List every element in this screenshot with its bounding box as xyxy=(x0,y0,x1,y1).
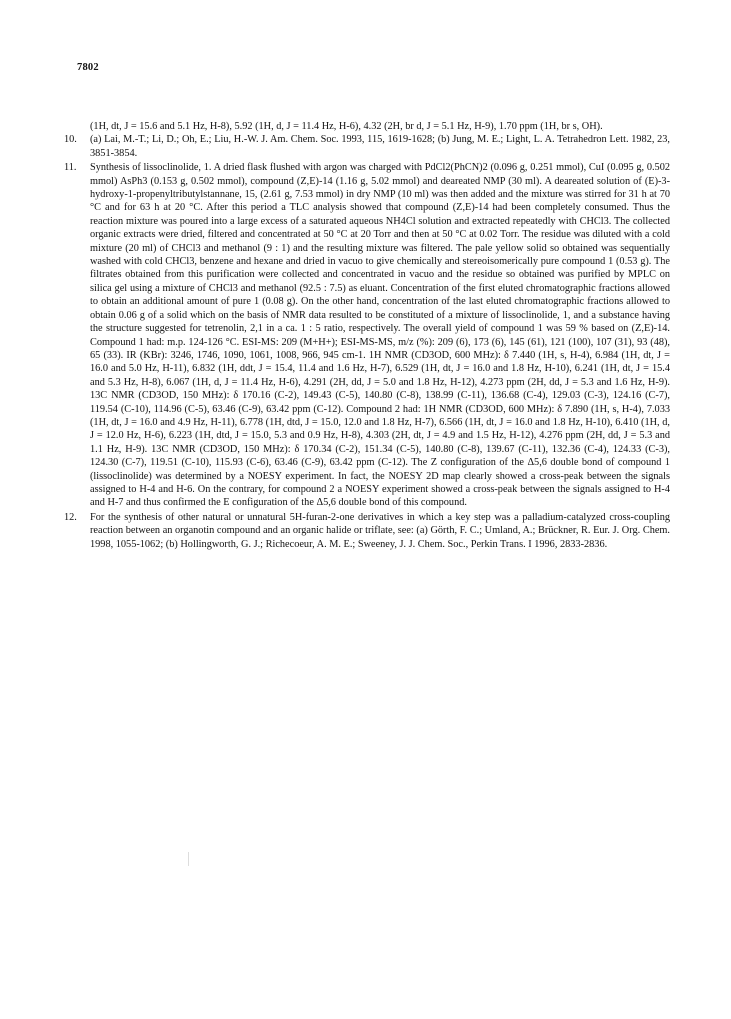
reference-number: 10. xyxy=(64,134,77,146)
reference-number: 11. xyxy=(64,162,77,174)
reference-number: 12. xyxy=(64,511,77,523)
reference-text: Synthesis of lissoclinolide, 1. A dried flask flushed with argon was charged with PdCl2(PhCN)2 (0.096 g, 0.251 mmol), CuI (0.095 g, 0.502 mmol) AsPh3 (0.153 g, 0.502 mmol), compound (Z,E)-14 (1.16 g, 5.02 mmol) and deareated NMP (30 ml). A deareated solution of (E)-3-hydroxy-1-propenyltributylstannane, 15, (2.61 g, 7.53 mmol) in dry NMP (10 ml) was then added and the mixture was stirred for 31 h at 70 °C and for 63 h at 20 °C. After this period a TLC analysis showed that compound (Z,E)-14 had been completely consumed. Thus the reaction mixture was poured into a large excess of a saturated aqueous NH4Cl solution and extracted repeatedly with CHCl3. The collected organic extracts were dried, filtered and concentrated at 50 °C at 20 Torr and then at 50 °C at 0.02 Torr. The residue was diluted with a cold mixture (20 ml) of CHCl3 and methanol (9 : 1) and the resulting mixture was filtered. The pale yellow solid so obtained was sequentially washed with cold CHCl3, benzene and hexane and dried in vacuo to give chemically and stereoisomerically pure compound 1 (0.53 g). The filtrates obtained from this purification were collected and concentrated in vacuo and the residue so obtained was purified by MPLC on silica gel using a mixture of CHCl3 and methanol (92.5 : 7.5) as eluant. Concentration of the first eluted chromatographic fractions allowed to obtain an additional amount of pure 1 (0.08 g). On the other hand, concentration of the last eluted chromatographic fractions allowed to obtain 0.06 g of a solid which on the basis of NMR data resulted to be constituted of a mixture of lissoclinolide, 1, and a substance having the structure suggested for tetrenolin, 2,1 in a ca. 1 : 5 ratio, respectively. The overall yield of compound 1 was 59 % based on (Z,E)-14. Compound 1 had: m.p. 124-126 °C. ESI-MS: 209 (M+H+); ESI-MS-MS, m/z (%): 209 (6), 173 (6), 145 (61), 121 (100), 107 (31), 93 (48), 65 (33). IR (KBr): 3246, 1746, 1090, 1061, 1008, 966, 945 cm-1. 1H NMR (CD3OD, 600 MHz): δ 7.440 (1H, s, H-4), 6.984 (1H, dt, J = 16.0 and 5.0 Hz, H-11), 6.832 (1H, ddt, J = 15.4, 11.4 and 1.6 Hz, H-7), 6.529 (1H, dt, J = 16.0 and 1.8 Hz, H-10), 6.241 (1H, dt, J = 15.4 and 5.3 Hz, H-8), 6.067 (1H, d, J = 11.4 Hz, H-6), 4.291 (2H, dd, J = 5.0 and 1.8 Hz, H-12), 4.273 ppm (2H, dd, J = 5.3 and 1.6 Hz, H-9). 13C NMR (CD3OD, 150 MHz): δ 170.16 (C-2), 149.43 (C-5), 140.80 (C-8), 138.99 (C-11), 136.68 (C-4), 129.03 (C-3), 124.16 (C-7), 119.54 (C-10), 114.96 (C-5), 63.46 (C-9), 63.42 ppm (C-12). Compound 2 had: 1H NMR (CD3OD, 600 MHz): δ 7.890 (1H, s, H-4), 7.033 (1H, dt, J = 16.0 and 4.9 Hz, H-11), 6.778 (1H, dtd, J = 15.0, 12.0 and 1.8 Hz, H-7), 6.566 (1H, dt, J = 16.0 and 1.8 Hz, H-10), 6.410 (1H, d, J = 12.0 Hz, H-6), 6.223 (1H, dtd, J = 15.0, 5.3 and 0.9 Hz, H-8), 4.303 (2H, dt, J = 4.9 and 1.5 Hz, H-12), 4.276 ppm (2H, dd, J = 5.3 and 1.1 Hz, H-9). 13C NMR (CD3OD, 150 MHz): δ 170.34 (C-2), 151.34 (C-5), 140.80 (C-8), 139.67 (C-11), 132.36 (C-4), 124.33 (C-3), 124.30 (C-7), 119.51 (C-10), 115.93 (C-6), 63.46 (C-9), 63.42 ppm (C-12). The Z configuration of the Δ5,6 double bond of compound 1 (lissoclinolide) was determined by a NOESY experiment. In fact, the NOESY 2D map clearly showed a cross-peak between the signals assigned to H-4 and H-6. On the contrary, for compound 2 a NOESY experiment showed a cross-peak between the signals assigned to H-4 and H-7 and thus confirmed the E configuration of the Δ5,6 double bond of this compound. xyxy=(90,162,670,509)
reference-text: (a) Lai, M.-T.; Li, D.; Oh, E.; Liu, H.-W. J. Am. Chem. Soc. 1993, 115, 1619-1628; (b) Jung, M. E.; Light, L. A. Tetrahedron Lett. 1982, 23, 3851-3854. xyxy=(90,134,670,159)
scan-artifact xyxy=(188,852,189,866)
reference-10 xyxy=(64,133,670,160)
page-number: 7802 xyxy=(77,62,99,73)
reference-text: For the synthesis of other natural or unnatural 5H-furan-2-one derivatives in which a key step was a palladium-catalyzed cross-coupling reaction between an organotin compound and an organic halide or triflate, see: (a) Görth, F. C.; Umland, A.; Brückner, R. Eur. J. Org. Chem. 1998, 1055-1062; (b) Hollingworth, G. J.; Richecoeur, A. M. E.; Sweeney, J. J. Chem. Soc., Perkin Trans. I 1996, 2833-2836. xyxy=(90,511,670,550)
continued-note: (1H, dt, J = 15.6 and 5.1 Hz, H-8), 5.92 (1H, d, J = 11.4 Hz, H-6), 4.32 (2H, br d, J = 5.1 Hz, H-9), 1.70 ppm (1H, br s, OH). xyxy=(90,121,603,132)
reference-12 xyxy=(64,511,670,551)
reference-11 xyxy=(64,161,670,510)
footnotes xyxy=(64,120,670,551)
